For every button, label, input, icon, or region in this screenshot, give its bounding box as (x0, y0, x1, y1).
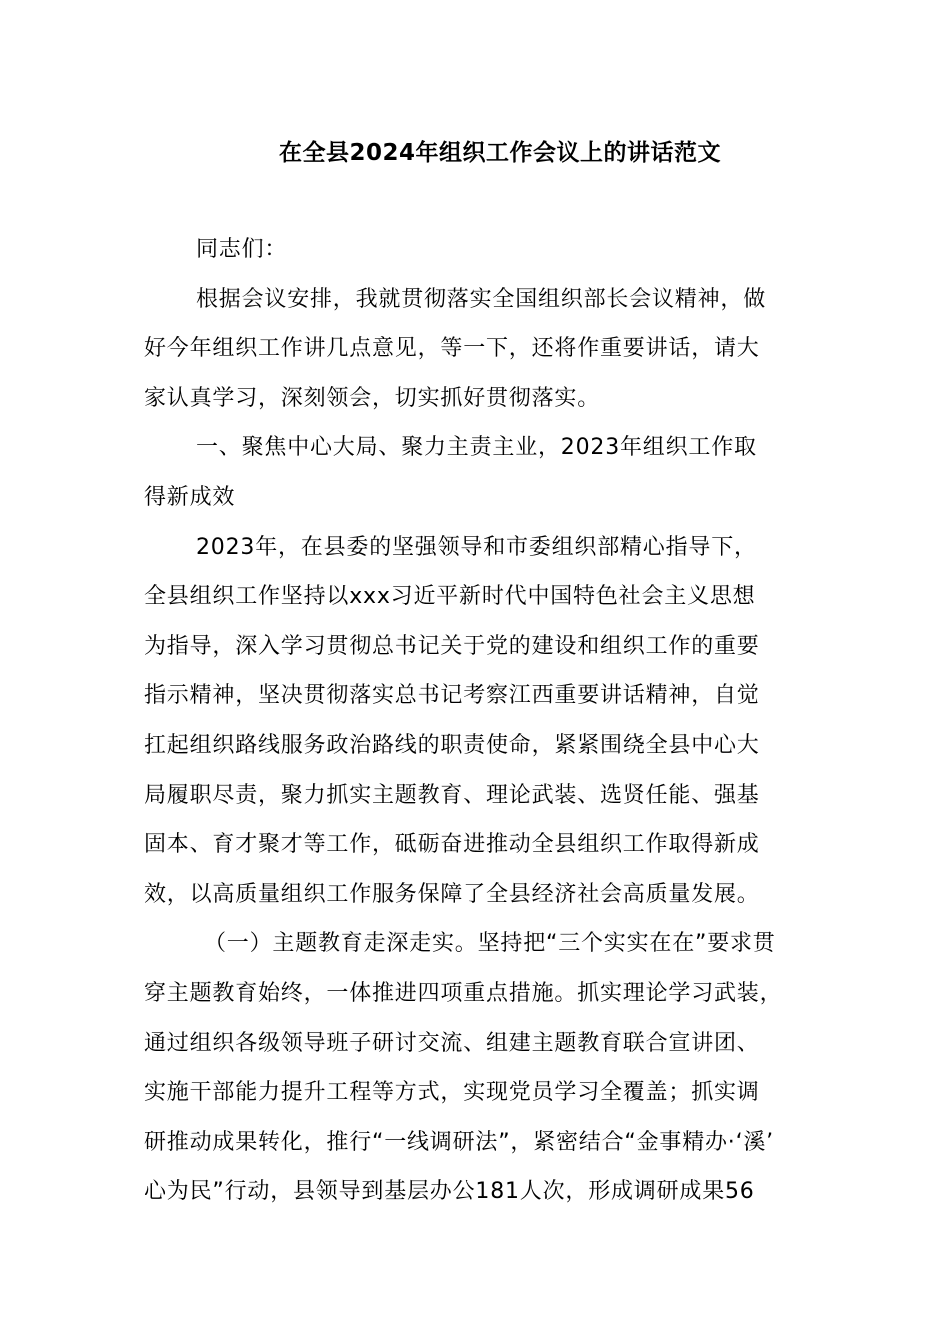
paragraph-line: 固本、育才聚才等工作，砥砺奋进推动全县组织工作取得新成 (144, 832, 760, 858)
paragraph-line: 实施干部能力提升工程等方式，实现党员学习全覆盖；抓实调 (144, 1080, 760, 1106)
paragraph-line: 家认真学习，深刻领会，切实抓好贯彻落实。 (144, 385, 601, 411)
section-heading-line: 一、聚焦中心大局、聚力主责主业，2023年组织工作取 (196, 435, 757, 461)
paragraph-line: 扛起组织路线服务政治路线的职责使命，紧紧围绕全县中心大 (144, 732, 760, 758)
subsection-line: （一）主题教育走深走实。坚持把“三个实实在在”要求贯 (204, 931, 776, 957)
paragraph-line: 为指导，深入学习贯彻总书记关于党的建设和组织工作的重要 (144, 633, 760, 659)
section-heading-line: 得新成效 (144, 484, 236, 510)
paragraph-line: 研推动成果转化，推行“一线调研法”，紧密结合“金事精办·‘溪’ (144, 1129, 774, 1155)
paragraph-line: 指示精神，坚决贯彻落实总书记考察江西重要讲话精神，自觉 (144, 683, 760, 709)
salutation-line: 同志们： (196, 237, 288, 262)
document-body (144, 225, 804, 1217)
paragraph-line: 根据会议安排，我就贯彻落实全国组织部长会议精神，做 (196, 286, 767, 312)
document-title: 在全县2024年组织工作会议上的讲话范文 (278, 140, 721, 166)
paragraph-line: 局履职尽责，聚力抓实主题教育、理论武装、选贤任能、强基 (144, 782, 760, 808)
paragraph-line: 全县组织工作坚持以xxx习近平新时代中国特色社会主义思想 (144, 584, 756, 610)
paragraph-line: 2023年，在县委的坚强领导和市委组织部精心指导下， (196, 534, 757, 560)
paragraph-line: 通过组织各级领导班子研讨交流、组建主题教育联合宣讲团、 (144, 1030, 760, 1056)
paragraph-line: 好今年组织工作讲几点意见，等一下，还将作重要讲话，请大 (144, 336, 760, 362)
paragraph-line: 效，以高质量组织工作服务保障了全县经济社会高质量发展。 (144, 881, 760, 907)
paragraph-line: 心为民”行动，县领导到基层办公181人次，形成调研成果56 (144, 1179, 755, 1205)
paragraph-line: 穿主题教育始终，一体推进四项重点措施。抓实理论学习武装， (144, 980, 783, 1006)
